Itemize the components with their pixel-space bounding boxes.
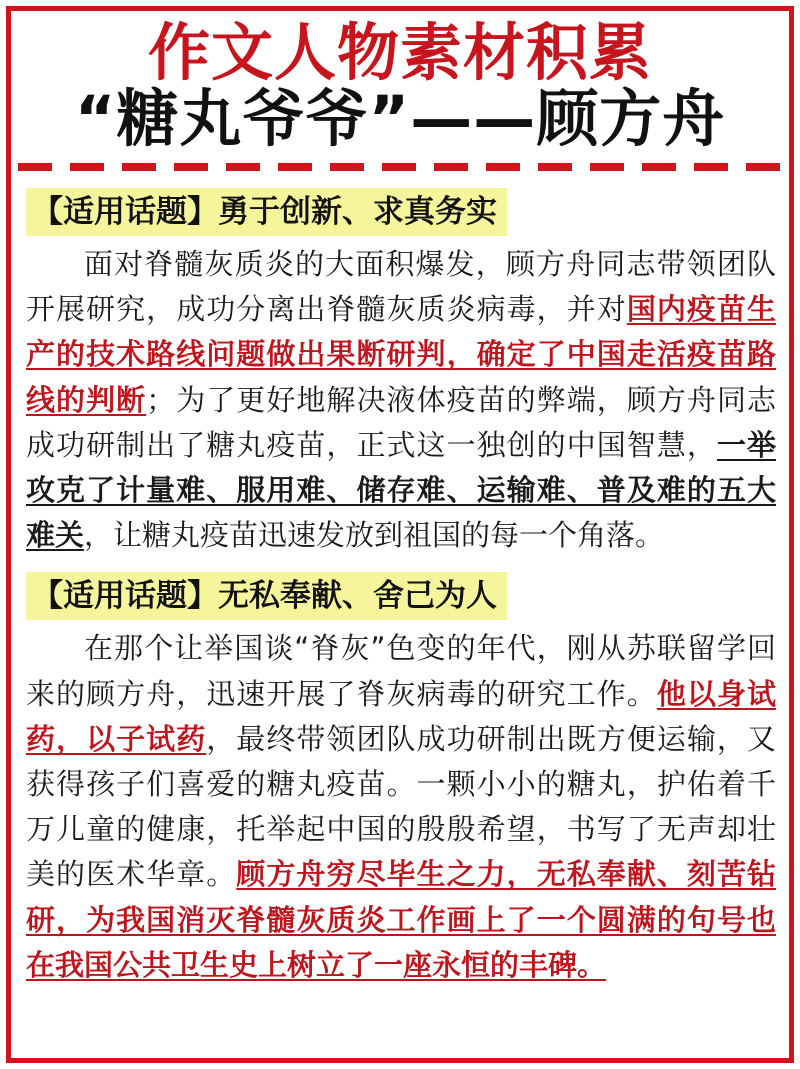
paragraph-2-highlight-red-1: 他以身试药，以子试药 bbox=[26, 676, 776, 756]
paragraph-2 bbox=[26, 626, 776, 988]
paragraph-2-text-b: ，最终带领团队成功研制出既方便运输，又获得孩子们喜爱的糖丸疫苗。一颗小小的糖丸，护佑着千万儿童的健康，托举起中国的殷殷希望，书写了无声却壮美的医术华章。 bbox=[26, 721, 776, 892]
topic-heading-1: 【适用话题】勇于创新、求真务实 bbox=[26, 188, 507, 236]
paragraph-1 bbox=[26, 242, 776, 558]
topic-heading-2: 【适用话题】无私奉献、舍己为人 bbox=[26, 572, 507, 620]
paragraph-1-text-b: ；为了更好地解决液体疫苗的弊端，顾方舟同志成功研制出了糖丸疫苗，正式这一独创的中国智慧， bbox=[26, 382, 776, 462]
paragraph-2-text-a: 在那个让举国谈“脊灰”色变的年代，刚从苏联留学回来的顾方舟，迅速开展了脊灰病毒的研究工作。 bbox=[26, 631, 776, 711]
paragraph-1-text-c: ，让糖丸疫苗迅速发放到祖国的每一个角落。 bbox=[84, 518, 665, 553]
paragraph-2-highlight-red-2: 顾方舟穷尽毕生之力，无私奉献、刻苦钻研，为我国消灭脊髓灰质炎工作画上了一个圆满的句号也在我国公共卫生史上树立了一座永恒的丰碑。 bbox=[26, 857, 776, 982]
page-subtitle: “糖丸爷爷”——顾方舟 bbox=[74, 82, 726, 155]
paragraph-1-underlined: 一举攻克了计量难、服用难、储存难、运输难、普及难的五大难关 bbox=[26, 427, 776, 553]
page-title: 作文人物素材积累 bbox=[147, 16, 652, 89]
dashed-divider bbox=[18, 163, 782, 171]
content-body bbox=[26, 188, 776, 1002]
paragraph-1-text-a: 面对脊髓灰质炎的大面积爆发，顾方舟同志带领团队开展研究，成功分离出脊髓灰质炎病毒，并对 bbox=[26, 247, 776, 327]
paragraph-1-highlight-red: 国内疫苗生产的技术路线问题做出果断研判，确定了中国走活疫苗路线的判断 bbox=[26, 292, 776, 417]
